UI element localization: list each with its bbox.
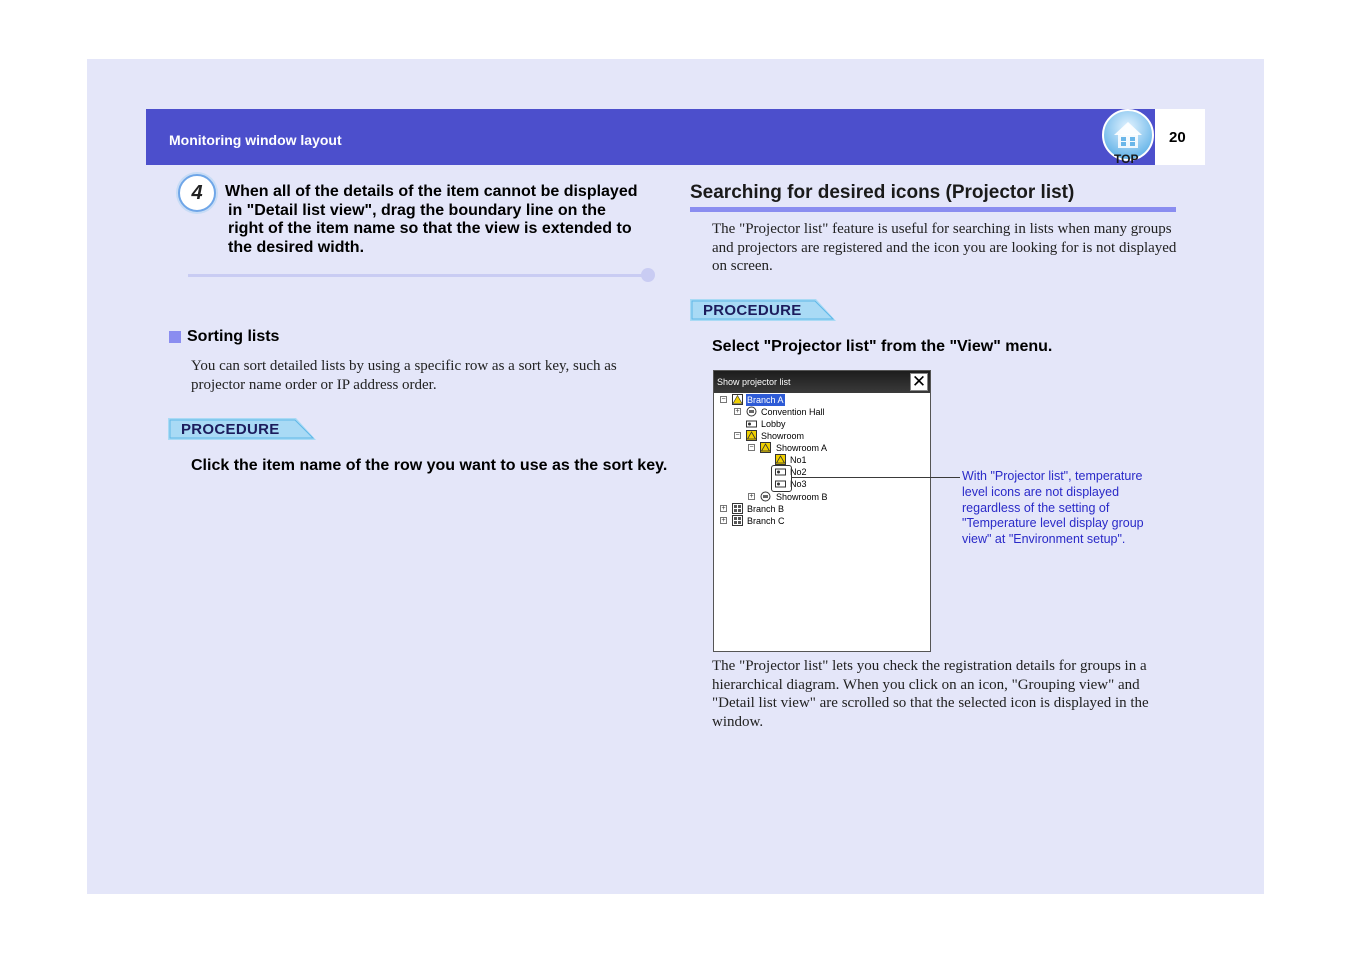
callout-leader-line: [791, 477, 960, 478]
step-number-badge: 4: [178, 174, 216, 212]
tree-label: Convention Hall: [761, 407, 825, 417]
sorting-body: You can sort detailed lists by using a specific row as a sort key, such as projector name order or IP address order.: [191, 358, 617, 393]
step-line: in "Detail list view", drag the boundary line on the: [228, 201, 606, 219]
search-instruction: Select "Projector list" from the "View" menu.: [712, 338, 1053, 355]
divider-end-dot: [641, 268, 655, 282]
window-title: Show projector list: [714, 371, 930, 393]
collapse-icon[interactable]: −: [735, 432, 740, 439]
warning-icon: [760, 442, 771, 453]
heading-underline: [690, 207, 1176, 212]
highlight-box: [771, 465, 792, 492]
step-line: When all of the details of the item cannot be displayed: [225, 183, 638, 200]
tree-item-no1[interactable]: [718, 454, 918, 466]
step-line: right of the item name so that the view is extended to: [228, 220, 632, 237]
bullet-square-icon: [169, 331, 181, 343]
tree-item-showroom[interactable]: [718, 430, 918, 442]
tree-item-no3[interactable]: [718, 478, 918, 490]
tree-label: Showroom A: [776, 443, 828, 453]
procedure-text: PROCEDURE: [181, 421, 280, 438]
step-line: the desired width.: [228, 238, 365, 256]
tree-item-showroom-a[interactable]: [718, 442, 918, 454]
procedure-label-sorting: [168, 418, 318, 440]
collapse-icon[interactable]: −: [721, 396, 726, 403]
top-label[interactable]: TOP: [1114, 152, 1139, 166]
sorting-heading: Sorting lists: [187, 328, 280, 345]
tree-item-branch-b[interactable]: [718, 503, 918, 515]
page-number: 20: [1169, 129, 1186, 146]
tree-label: No1: [790, 455, 807, 465]
tree-label: No2: [790, 467, 807, 477]
projector-list-window: [713, 370, 931, 652]
expand-icon[interactable]: +: [735, 408, 740, 415]
group-icon: [732, 503, 743, 514]
tree-item-showroom-b[interactable]: [718, 491, 918, 503]
group-icon: [732, 515, 743, 526]
tree-label: Branch B: [747, 504, 785, 514]
callout-note: With "Projector list", temperature level icons are not displayed regardless of the setting of "Temperature level display group view" at "Environment setup".: [962, 469, 1144, 547]
tree-item-branch-a[interactable]: [718, 394, 918, 406]
collapse-icon[interactable]: −: [749, 444, 754, 451]
close-icon[interactable]: ✕: [911, 372, 927, 391]
tree-label: Showroom: [761, 431, 805, 441]
tree-label: Branch C: [747, 516, 785, 526]
sorting-instruction: Click the item name of the row you want to use as the sort key.: [191, 457, 668, 474]
search-footer-text: The "Projector list" lets you check the registration details for groups in a hierarchical diagram. When you click on an icon, "Grouping view" and "Detail list view" are scrolled so that the selected icon is displayed in the window.: [712, 658, 1149, 730]
expand-icon[interactable]: +: [721, 505, 726, 512]
tree-label: Branch A: [747, 395, 784, 405]
expand-icon[interactable]: +: [749, 493, 754, 500]
group-icon: [760, 491, 771, 502]
procedure-label-search: [690, 299, 838, 321]
warning-icon: [775, 454, 786, 465]
tree-item-lobby[interactable]: [718, 418, 918, 430]
warning-icon: [732, 394, 743, 405]
step-instruction: [225, 183, 665, 257]
section-divider: [188, 274, 648, 277]
header-title: Monitoring window layout: [169, 132, 342, 148]
expand-icon[interactable]: +: [721, 517, 726, 524]
procedure-text: PROCEDURE: [703, 302, 802, 319]
tree-label: No3: [790, 479, 807, 489]
group-icon: [746, 406, 757, 417]
search-intro: The "Projector list" feature is useful for searching in lists when many groups and projectors are registered and the icon you are looking for is not displayed on screen.: [712, 221, 1177, 274]
tree-item-convention-hall[interactable]: [718, 406, 918, 418]
tree-label: Showroom B: [776, 492, 828, 502]
projector-icon: [746, 418, 757, 429]
tree-item-branch-c[interactable]: [718, 515, 918, 527]
tree-label: Lobby: [761, 419, 786, 429]
search-heading: Searching for desired icons (Projector list): [690, 182, 1075, 203]
warning-icon: [746, 430, 757, 441]
